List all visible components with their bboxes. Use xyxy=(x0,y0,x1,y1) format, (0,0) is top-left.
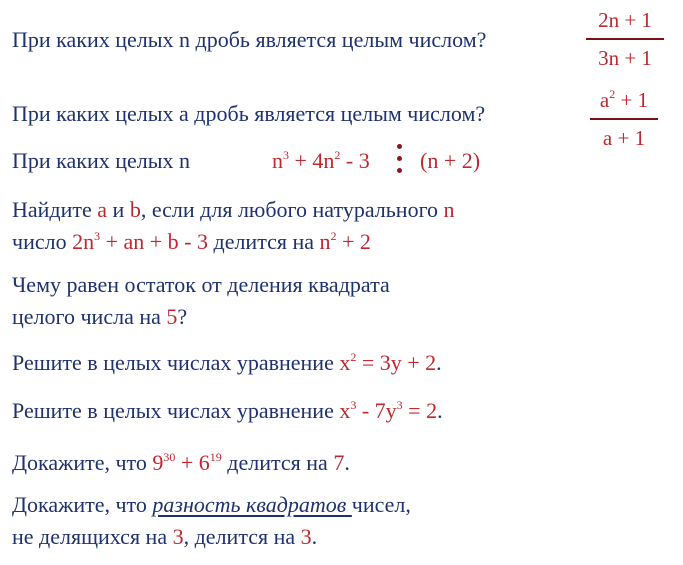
fraction-2-numerator: $a^2 + 1$ xyxy=(599,87,649,112)
question-4-line-1: Найдите a и b, если для любого натурального n xyxy=(12,197,455,222)
question-2-text: При каких целых а дробь является целым числом? xyxy=(12,101,486,126)
fraction-2 xyxy=(590,88,658,150)
polynomial: $2n^3$ + an + b - 3 xyxy=(72,229,208,254)
var-a: a xyxy=(97,197,108,222)
question-8: Докажите, что $9^{30} + 6^{19}$ делится на 7. xyxy=(12,450,350,475)
fraction-2-denominator: a + 1 xyxy=(602,125,646,150)
var-b: b xyxy=(129,197,141,222)
equation-6: $x^2 = 3y + 2$ xyxy=(339,350,437,375)
question-6: Решите в целых числах уравнение $x^2 = 3y + 2$. xyxy=(12,350,442,375)
question-9-line-1: Докажите, что разность квадратов чисел, xyxy=(12,492,411,517)
question-1-text: При каких целых n дробь является целым числом? xyxy=(12,27,487,52)
question-9-line-2: не делящихся на 3, делится на 3. xyxy=(12,524,318,549)
divisor-polynomial: $n^2 + 2$ xyxy=(319,229,371,254)
question-3-text: При каких целых n xyxy=(12,148,191,173)
difference-of-squares-link[interactable]: разность квадратов xyxy=(152,492,352,517)
fraction-1-numerator: 2n + 1 xyxy=(598,8,652,32)
fraction-1 xyxy=(586,8,664,70)
divisibility-dots-icon xyxy=(397,144,402,176)
fraction-2-bar xyxy=(590,118,658,120)
question-3-divisor: (n + 2) xyxy=(420,148,481,173)
question-3 xyxy=(12,148,190,174)
var-n: n xyxy=(443,197,455,222)
question-7: Решите в целых числах уравнение $x^3 - 7y^3 = 2$. xyxy=(12,398,443,423)
question-4-line-2: число $2n^3$ + an + b - 3 делится на $n^2 + 2$ xyxy=(12,229,371,254)
question-1 xyxy=(12,27,486,53)
fraction-1-denominator: 3n + 1 xyxy=(598,45,652,70)
question-5-line-2: целого числа на 5? xyxy=(12,304,188,329)
question-3-expression: $n^3 + 4n^2 - 3$ xyxy=(272,148,370,173)
expression-8: $9^{30} + 6^{19}$ xyxy=(152,450,222,475)
equation-7: $x^3 - 7y^3 = 2$ xyxy=(339,398,438,423)
question-5-line-1: Чему равен остаток от деления квадрата xyxy=(12,272,390,297)
question-2 xyxy=(12,101,485,127)
fraction-1-bar xyxy=(586,38,664,40)
